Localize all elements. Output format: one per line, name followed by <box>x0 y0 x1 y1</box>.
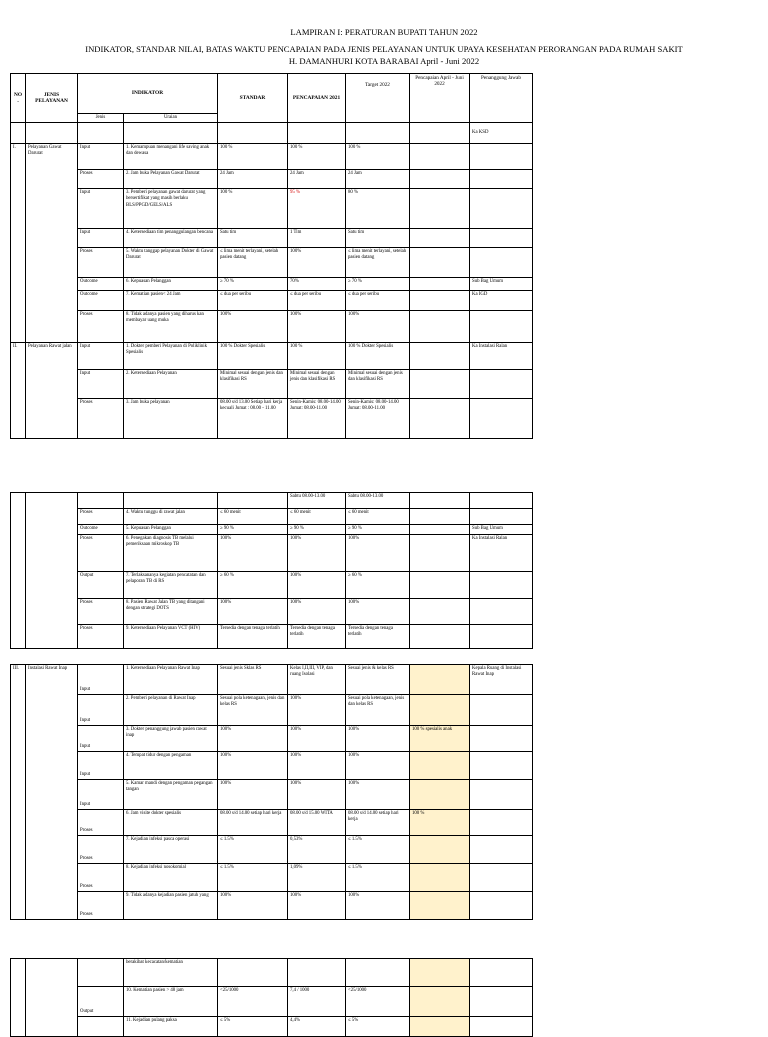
target-2022-cell: ≤ 1.5% <box>346 864 410 892</box>
table-row <box>11 810 533 836</box>
table-row <box>11 1017 533 1037</box>
jenis-cell: Input <box>78 665 124 695</box>
table-row <box>11 278 533 291</box>
jenis-cell <box>78 1017 124 1037</box>
penanggung-jawab-cell: Ka Instalasi Ralan <box>470 343 533 370</box>
uraian-cell: 1. Kemampuan menangani life saving anak dan dewasa <box>124 144 218 170</box>
table-row <box>11 370 533 399</box>
jenis-cell: Output <box>78 572 124 599</box>
uraian-cell: 5. Kepuasan Pelanggan <box>124 525 218 535</box>
pencapaian-april-juni-cell <box>410 665 470 695</box>
standar-cell: 100 % Dokter Spesialis <box>218 343 288 370</box>
jenis-cell: Output <box>78 987 124 1017</box>
standar-cell: 100% <box>218 752 288 780</box>
target-2022-cell: 80 % <box>346 189 410 229</box>
uraian-cell: 3. Jam buka pelayanan <box>124 399 218 439</box>
uraian-cell: 6. Jam visite dokter spesialis <box>124 810 218 836</box>
table-row <box>11 864 533 892</box>
target-2022-cell: 100% <box>346 311 410 343</box>
pencapaian-april-juni-cell <box>410 170 470 189</box>
penanggung-jawab-cell <box>470 726 533 752</box>
target-2022-cell: Tersedia dengan tenaga terlatih <box>346 625 410 649</box>
jenis-cell: Outcome <box>78 525 124 535</box>
pencapaian-2021-cell: ≤ 60 menit <box>288 509 346 525</box>
target-2022-cell: ≤ 5% <box>346 1017 410 1037</box>
header-jenis: Jenis <box>78 114 124 123</box>
pencapaian-2021-cell: 0,53% <box>288 836 346 864</box>
penanggung-jawab-cell <box>470 1017 533 1037</box>
penanggung-jawab-cell: Sub Bag Umum <box>470 278 533 291</box>
standar-cell: 100 % <box>218 144 288 170</box>
penanggung-jawab-cell <box>470 959 533 987</box>
pencapaian-april-juni-cell <box>410 695 470 726</box>
target-2022-cell: Sesuai pola ketenagaan, jenis dan kelas RS <box>346 695 410 726</box>
header-pencapaian-2021: PENCAPAIAN 2021 <box>288 74 346 123</box>
pencapaian-april-juni-cell <box>410 248 470 278</box>
table-row <box>11 509 533 525</box>
jenis-cell: Proses <box>78 311 124 343</box>
penanggung-jawab-cell <box>470 248 533 278</box>
target-2022-cell: ≤ dua per seribu <box>346 291 410 311</box>
target-2022-cell: 24 Jam <box>346 170 410 189</box>
spacer-cell <box>410 123 470 144</box>
target-2022-cell: ≥ 90 % <box>346 525 410 535</box>
pencapaian-april-juni-cell <box>410 572 470 599</box>
table-row <box>11 189 533 229</box>
spacer-cell <box>78 123 124 144</box>
table-row <box>11 170 533 189</box>
table4-body <box>11 959 533 1037</box>
table-row <box>11 599 533 625</box>
uraian-cell: 7. Terlaksananya kegiatan pencatatan dan pelaporan TB di RS <box>124 572 218 599</box>
standar-cell: ≤ 5% <box>218 1017 288 1037</box>
table-row <box>11 959 533 987</box>
target-2022-cell: ≤ 60 menit <box>346 509 410 525</box>
sla-table-2 <box>10 492 533 649</box>
standar-cell: Satu tim <box>218 229 288 248</box>
target-2022-cell: Sesuai jenis & kelas RS <box>346 665 410 695</box>
pencapaian-2021-cell: 1,09% <box>288 864 346 892</box>
pencapaian-april-juni-cell <box>410 625 470 649</box>
table3-body <box>11 665 533 920</box>
target-2022-cell: <25/1000 <box>346 987 410 1017</box>
pencapaian-2021-cell: 100% <box>288 780 346 810</box>
pencapaian-april-juni-cell <box>410 752 470 780</box>
penanggung-jawab-cell <box>470 189 533 229</box>
penanggung-jawab-cell <box>470 509 533 525</box>
jenis-cell: Proses <box>78 535 124 572</box>
penanggung-jawab-cell <box>470 780 533 810</box>
jenis-cell: Proses <box>78 509 124 525</box>
penanggung-jawab-cell: Ka Instalasi Ralan <box>470 535 533 572</box>
penanggung-jawab-cell <box>470 399 533 439</box>
uraian-cell: 8. Pasien Rawat Jalan TB yang ditangani dengan strategi DOTS <box>124 599 218 625</box>
jenis-cell: Proses <box>78 625 124 649</box>
standar-cell: Sesuai jenis Sklas RS <box>218 665 288 695</box>
doc-title-line2: INDIKATOR, STANDAR NILAI, BATAS WAKTU PENCAPAIAN PADA JENIS PELAYANAN UNTUK UPAYA KESEHATAN PERORANGAN PADA RUMAH SAKIT <box>85 44 683 54</box>
penanggung-jawab-cell <box>470 987 533 1017</box>
header-pencapaian-april-juni: Pencapaian April - Juni 2022 <box>410 74 470 123</box>
pencapaian-april-juni-cell <box>410 343 470 370</box>
doc-title-line1: LAMPIRAN I: PERATURAN BUPATI TAHUN 2022 <box>290 27 478 37</box>
penanggung-jawab-cell <box>470 864 533 892</box>
penanggung-jawab-cell <box>470 370 533 399</box>
header-jenis-pelayanan: JENIS PELAYANAN <box>26 74 78 123</box>
header-uraian: Uraian <box>124 114 218 123</box>
jenis-cell: Proses <box>78 836 124 864</box>
standar-cell <box>218 959 288 987</box>
pencapaian-2021-cell: 08.00 s/d 15.00 WITA <box>288 810 346 836</box>
jenis-cell: Input <box>78 343 124 370</box>
penanggung-jawab-cell <box>470 144 533 170</box>
pencapaian-2021-cell: 24 Jam <box>288 170 346 189</box>
uraian-cell: 4. Ketersediaan tim penanggulangan bencana <box>124 229 218 248</box>
uraian-cell: 5. Kamar mandi dengan pengaman pegangan tangan <box>124 780 218 810</box>
pencapaian-april-juni-cell <box>410 509 470 525</box>
table-row <box>11 625 533 649</box>
table-row <box>11 493 533 509</box>
jenis-cell: Input <box>78 189 124 229</box>
row-no-cell: III. <box>11 665 26 920</box>
spacer-cell <box>346 123 410 144</box>
pencapaian-2021-cell: 100% <box>288 535 346 572</box>
jenis-cell: Input <box>78 229 124 248</box>
target-2022-cell: 100 % <box>346 144 410 170</box>
target-2022-cell: ≥ 60 % <box>346 572 410 599</box>
table-row <box>11 836 533 864</box>
pencapaian-april-juni-cell <box>410 599 470 625</box>
service-cell <box>26 959 78 1037</box>
table-row <box>11 695 533 726</box>
uraian-cell: 5. Waktu tanggap pelayanan Dokter di Gawat Darurat <box>124 248 218 278</box>
pencapaian-april-juni-cell <box>410 959 470 987</box>
pencapaian-april-juni-cell <box>410 1017 470 1037</box>
uraian-cell: 9. Tidak adanya kejadian pasien jatuh yang <box>124 892 218 920</box>
standar-cell: ≤ 1.5% <box>218 864 288 892</box>
pencapaian-april-juni-cell <box>410 864 470 892</box>
spacer-cell <box>288 123 346 144</box>
pencapaian-april-juni-cell <box>410 836 470 864</box>
pencapaian-april-juni-cell <box>410 892 470 920</box>
doc-title-line3: H. DAMANHURI KOTA BARABAI April - Juni 2022 <box>288 56 480 66</box>
target-2022-cell: ≥ 70 % <box>346 278 410 291</box>
uraian-cell: 1. Ketersediaan Pelayanan Rawat Inap <box>124 665 218 695</box>
pencapaian-2021-cell: Minimal sesuai dengan jenis dan klasifikasi RS <box>288 370 346 399</box>
penanggung-jawab-cell <box>470 311 533 343</box>
pencapaian-2021-cell: 95 % <box>288 189 346 229</box>
pencapaian-2021-cell: 100% <box>288 752 346 780</box>
table-row <box>11 535 533 572</box>
penanggung-jawab-cell <box>470 493 533 509</box>
row-no-cell: I. <box>11 144 26 343</box>
pencapaian-2021-cell: 100% <box>288 572 346 599</box>
pencapaian-2021-cell: 100% <box>288 695 346 726</box>
uraian-cell: 2. Ketersediaan Pelayanan <box>124 370 218 399</box>
pencapaian-april-juni-cell <box>410 311 470 343</box>
pencapaian-2021-cell: 7,4 / 1000 <box>288 987 346 1017</box>
pencapaian-april-juni-cell <box>410 535 470 572</box>
pencapaian-2021-cell: ≥ 90 % <box>288 525 346 535</box>
penanggung-jawab-cell: Kepala Ruang di Instalasi Rawat Inap <box>470 665 533 695</box>
uraian-cell: 3. Pemberi pelayanan gawat darurat yang bersertifikat yang masih berlaku BLS/PPGD/GELS/ALS <box>124 189 218 229</box>
jenis-cell: Outcome <box>78 278 124 291</box>
uraian-cell: 6. Penegakan diagnosis TB melalui pemeriksaan mikroskop TB <box>124 535 218 572</box>
service-cell: Pelayanan Gawat Darurat <box>26 144 78 343</box>
uraian-cell: 7. Kematian pasien< 24 Jam <box>124 291 218 311</box>
standar-cell: ≤ 1.5% <box>218 836 288 864</box>
table-row <box>11 525 533 535</box>
pencapaian-april-juni-cell <box>410 144 470 170</box>
standar-cell <box>218 493 288 509</box>
header-no: NO . <box>11 74 26 123</box>
target-2022-cell: 100% <box>346 780 410 810</box>
row-no-cell: II. <box>11 343 26 439</box>
pencapaian-2021-cell: 100% <box>288 726 346 752</box>
penanggung-jawab-cell <box>470 229 533 248</box>
standar-cell: 100% <box>218 311 288 343</box>
pencapaian-2021-cell: 100 % <box>288 343 346 370</box>
standar-cell: <25/1000 <box>218 987 288 1017</box>
header-indikator: INDIKATOR <box>78 74 218 114</box>
table-row <box>11 752 533 780</box>
target-2022-cell: 100% <box>346 599 410 625</box>
pencapaian-april-juni-cell <box>410 780 470 810</box>
jenis-cell: Proses <box>78 864 124 892</box>
uraian-cell: 4. Waktu tunggu di rawat jalan <box>124 509 218 525</box>
standar-cell: 24 Jam <box>218 170 288 189</box>
table-row <box>11 780 533 810</box>
penanggung-jawab-cell <box>470 599 533 625</box>
jenis-cell: Proses <box>78 599 124 625</box>
pencapaian-april-juni-cell <box>410 399 470 439</box>
jenis-cell: Proses <box>78 399 124 439</box>
standar-cell: ≤ dua per seribu <box>218 291 288 311</box>
pencapaian-2021-cell: Tersedia dengan tenaga terlatih <box>288 625 346 649</box>
penanggung-jawab-cell: Sub Bag Umum <box>470 525 533 535</box>
standar-cell: ≤ 60 menit <box>218 509 288 525</box>
standar-cell: 100% <box>218 892 288 920</box>
penanggung-jawab-cell <box>470 752 533 780</box>
jenis-cell <box>78 493 124 509</box>
service-cell: Instalasi Rawat Inap <box>26 665 78 920</box>
standar-cell: Sesuai pola ketenagaan, jenis dan kelas RS <box>218 695 288 726</box>
uraian-cell: 4. Tempat tidur dengan pengaman <box>124 752 218 780</box>
row-no-cell <box>11 959 26 1037</box>
uraian-cell: 11. Kejadian pulang paksa <box>124 1017 218 1037</box>
penanggung-jawab-cell <box>470 892 533 920</box>
penanggung-jawab-cell <box>470 810 533 836</box>
standar-cell: 08.00 s/d 14.00 setiap hari kerja <box>218 810 288 836</box>
table-row <box>11 343 533 370</box>
table-row <box>11 311 533 343</box>
pencapaian-2021-cell: 70% <box>288 278 346 291</box>
uraian-cell: 1. Dokter pemberi Pelayanan di Poliklinik Spesialis <box>124 343 218 370</box>
pencapaian-april-juni-cell <box>410 278 470 291</box>
sla-table-1 <box>10 73 533 439</box>
target-2022-cell: 100% <box>346 752 410 780</box>
table-row <box>11 248 533 278</box>
jenis-cell: Input <box>78 780 124 810</box>
spacer-cell <box>11 123 26 144</box>
header-penanggung-jawab: Penanggung Jawab <box>470 74 533 123</box>
standar-cell: ≤ lima menit terlayani, setelah pasien datang <box>218 248 288 278</box>
target-2022-cell: Senin-Kamis: 08.00-14.00 Jumat: 08.00-11.00 <box>346 399 410 439</box>
standar-cell: 100% <box>218 535 288 572</box>
pencapaian-2021-cell: 100% <box>288 892 346 920</box>
pencapaian-2021-cell: 100% <box>288 599 346 625</box>
table-row <box>11 987 533 1017</box>
jenis-cell: Input <box>78 695 124 726</box>
table-row <box>11 726 533 752</box>
pencapaian-2021-cell: Sabtu 08.00-13.00 <box>288 493 346 509</box>
uraian-cell: 6. Kepuasan Pelanggan <box>124 278 218 291</box>
penanggung-jawab-cell <box>470 695 533 726</box>
target-2022-cell: ≤ lima menit terlayani, setelah pasien datang <box>346 248 410 278</box>
target-2022-cell: Minimal sesuai dengan jenis dan klasifikasi RS <box>346 370 410 399</box>
jenis-cell: Outcome <box>78 291 124 311</box>
table-row <box>11 892 533 920</box>
jenis-cell: Input <box>78 370 124 399</box>
standar-cell: 100% <box>218 780 288 810</box>
jenis-cell: Proses <box>78 810 124 836</box>
pencapaian-2021-cell: 100% <box>288 311 346 343</box>
uraian-cell: 10. Kematian pasien > 48 jam <box>124 987 218 1017</box>
jenis-cell: Proses <box>78 170 124 189</box>
table-row <box>11 291 533 311</box>
pencapaian-april-juni-cell <box>410 493 470 509</box>
header-target-2022: Target 2022 <box>346 74 410 123</box>
sla-table-4 <box>10 958 533 1037</box>
uraian-cell: 9. Ketersediaan Pelayanan VCT (HIV) <box>124 625 218 649</box>
target-2022-cell: 100 % Dokter Spesialis <box>346 343 410 370</box>
pencapaian-april-juni-cell <box>410 987 470 1017</box>
pencapaian-2021-cell: 1 Tim <box>288 229 346 248</box>
pencapaian-2021-cell <box>288 959 346 987</box>
penanggung-jawab-cell <box>470 572 533 599</box>
jenis-cell: Input <box>78 726 124 752</box>
target-2022-cell: 100% <box>346 535 410 572</box>
spacer-cell <box>124 123 218 144</box>
uraian-cell: 8. Tidak adanya pasien yang diharus kan membayar uang muka <box>124 311 218 343</box>
row-no-cell <box>11 493 26 649</box>
header-standar: STANDAR <box>218 74 288 123</box>
table-row <box>11 229 533 248</box>
target-2022-cell: 100% <box>346 726 410 752</box>
uraian-cell: 2. Jam buka Pelayanan Gawat Darurat <box>124 170 218 189</box>
pencapaian-april-juni-cell <box>410 525 470 535</box>
table1-body <box>11 144 533 439</box>
penanggung-jawab-cell <box>470 170 533 189</box>
jenis-cell: Proses <box>78 248 124 278</box>
pencapaian-2021-cell: 100 % <box>288 144 346 170</box>
penanggung-jawab-cell: Ka IGD <box>470 291 533 311</box>
uraian-cell <box>124 493 218 509</box>
pencapaian-april-juni-cell <box>410 291 470 311</box>
jenis-cell: Proses <box>78 892 124 920</box>
penanggung-jawab-cell <box>470 625 533 649</box>
uraian-cell: 8. Kejadian infeksi nosokomial <box>124 864 218 892</box>
standar-cell: 100 % <box>218 189 288 229</box>
jenis-cell: Input <box>78 752 124 780</box>
spacer-cell <box>218 123 288 144</box>
target-2022-cell: 08.00 s/d 14.00 setiap hari kerja <box>346 810 410 836</box>
sla-table-3 <box>10 664 533 920</box>
target-2022-cell: ≤ 1.5% <box>346 836 410 864</box>
target-2022-cell: 100% <box>346 892 410 920</box>
pencapaian-april-juni-cell <box>410 229 470 248</box>
pencapaian-2021-cell: ≤ dua per seribu <box>288 291 346 311</box>
penanggung-jawab-cell <box>470 836 533 864</box>
uraian-cell: 7. Kejadian infeksi pasca operasi <box>124 836 218 864</box>
standar-cell: Tersedia dengan tenaga terlatih <box>218 625 288 649</box>
standar-cell: ≥ 90 % <box>218 525 288 535</box>
uraian-cell: 2. Pemberi pelayanan di Rawat Inap <box>124 695 218 726</box>
pj-cell: Ka KSD <box>470 123 533 144</box>
standar-cell: Minimal sesuai dengan jenis dan klasifikasi RS <box>218 370 288 399</box>
standar-cell: 100% <box>218 726 288 752</box>
standar-cell: 08.00 s/d 13.00 Setiap hari kerja kecuali Jumat : 08.00 - 11.00 <box>218 399 288 439</box>
uraian-cell: 3. Dokter penanggung jawab pasien rawat inap <box>124 726 218 752</box>
jenis-cell <box>78 959 124 987</box>
standar-cell: ≥ 70 % <box>218 278 288 291</box>
jenis-cell: Input <box>78 144 124 170</box>
target-2022-cell: Satu tim <box>346 229 410 248</box>
uraian-cell: berakibat kecacatan/kematian <box>124 959 218 987</box>
pencapaian-2021-cell: Kelas I,II,III, VIP, dan ruang Isolasi <box>288 665 346 695</box>
table2-body <box>11 493 533 649</box>
pencapaian-april-juni-cell: 100 % <box>410 810 470 836</box>
pencapaian-april-juni-cell <box>410 370 470 399</box>
service-cell <box>26 493 78 649</box>
service-cell: Pelayanan Rawat jalan <box>26 343 78 439</box>
pencapaian-2021-cell: 100% <box>288 248 346 278</box>
standar-cell: ≥ 60 % <box>218 572 288 599</box>
table-row <box>11 399 533 439</box>
target-2022-cell: Sabtu 08.00-13.00 <box>346 493 410 509</box>
table-row <box>11 144 533 170</box>
pencapaian-2021-cell: Senin-Kamis: 08.00-14.00 Jumat: 08.00-11.00 <box>288 399 346 439</box>
table-row <box>11 665 533 695</box>
standar-cell: 100% <box>218 599 288 625</box>
pencapaian-2021-cell: 4,4% <box>288 1017 346 1037</box>
target-2022-cell <box>346 959 410 987</box>
pencapaian-april-juni-cell: 100 % spesialis anak <box>410 726 470 752</box>
table-row <box>11 572 533 599</box>
spacer-cell <box>26 123 78 144</box>
pencapaian-april-juni-cell <box>410 189 470 229</box>
